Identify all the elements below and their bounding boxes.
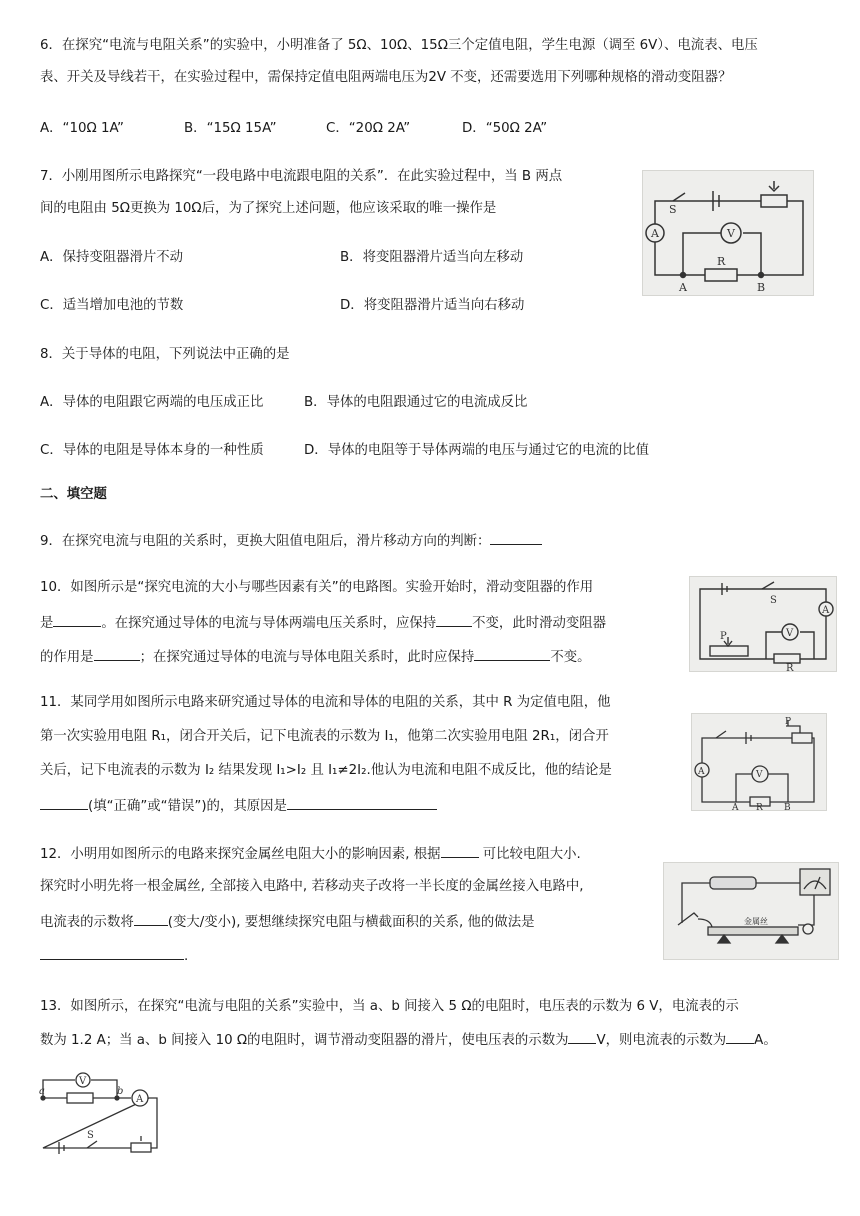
q11-blank-1[interactable] [40, 795, 88, 810]
q11-fig-point-b: B [784, 803, 791, 810]
q10-circuit-figure [689, 576, 837, 672]
q7-line1: 7．小刚用图所示电路探究“一段电路中电流跟电阻的关系”．在此实验过程中，当 B 两点 [40, 169, 563, 184]
q7-circuit-figure [642, 170, 814, 296]
q10-text: 。在探究通过导体的电流与导体两端电压关系时，应保持 [101, 616, 437, 631]
q6-option-b: B．“15Ω 15A” [184, 121, 277, 136]
q10-blank-1[interactable] [53, 612, 101, 627]
q10-blank-3[interactable] [94, 646, 140, 661]
section-fill-in-heading: 二、填空题 [40, 487, 107, 502]
q7-fig-voltmeter-label: V [727, 227, 735, 240]
q8-option-a: A．导体的电阻跟它两端的电压成正比 [40, 395, 264, 410]
q10-blank-2[interactable] [436, 612, 472, 627]
q11-circuit-figure [691, 713, 827, 811]
q11-fig-slider-label: P [785, 717, 792, 727]
q8-option-c: C．导体的电阻是导体本身的一种性质 [40, 443, 264, 458]
q8-option-d: D．导体的电阻等于导体两端的电压与通过它的电流的比值 [304, 443, 650, 458]
q10-fig-resistor-label: R [786, 663, 794, 671]
q10-blank-4[interactable] [474, 646, 550, 661]
q11-line3: 关后，记下电流表的示数为 I₂ 结果发现 I₁>I₂ 且 I₁≠2I₂.他认为电流和电阻不成反比，他的结论是 [40, 763, 612, 778]
q11-fig-point-a: A [732, 803, 739, 810]
q9-text: 9．在探究电流与电阻的关系时，更换大阻值电阻后，滑片移动方向的判断： [40, 534, 491, 549]
q7-fig-ammeter-label: A [651, 227, 659, 240]
q12-blank-2[interactable] [134, 911, 168, 926]
q6-option-a: A．“10Ω 1A” [40, 121, 124, 136]
q11-fig-ammeter-label: A [698, 767, 705, 777]
q13-blank-2[interactable] [726, 1029, 754, 1044]
q10-line1: 10．如图所示是“探究电流的大小与哪些因素有关”的电路图。实验开始时，滑动变阻器的作用 [40, 580, 594, 595]
q13-fig-point-a: a [39, 1086, 45, 1097]
q7-option-a: A．保持变阻器滑片不动 [40, 250, 184, 265]
q12-text: 电流表的示数将 [40, 915, 134, 930]
q10-text: 不变。 [550, 650, 591, 665]
q10-line2 [40, 612, 606, 634]
q10-text: 不变，此时滑动变阻器 [472, 616, 607, 631]
q12-line1 [40, 843, 581, 865]
q13-fig-ammeter-label: A [136, 1094, 144, 1105]
q8-line1: 8．关于导体的电阻，下列说法中正确的是 [40, 347, 290, 362]
q13-line2 [40, 1029, 777, 1051]
q11-line4 [40, 795, 437, 817]
q10-line3 [40, 646, 591, 668]
q13-fig-point-b: b [117, 1086, 124, 1097]
q12-text: 可比较电阻大小. [482, 847, 581, 862]
q7-option-b: B．将变阻器滑片适当向左移动 [340, 250, 524, 265]
q10-text: 是 [40, 616, 54, 631]
q10-fig-ammeter-label: A [822, 605, 830, 616]
q10-fig-slider-label: P [720, 631, 727, 642]
q12-text: . [184, 949, 189, 964]
q13-circuit-figure [37, 1072, 165, 1156]
q12-blank-3[interactable] [40, 945, 184, 960]
q7-option-c: C．适当增加电池的节数 [40, 298, 184, 313]
q13-line1: 13．如图所示，在探究“电流与电阻的关系”实验中，当 a、b 间接入 5 Ω的电阻时，电压表的示数为 6 V，电流表的示 [40, 999, 739, 1014]
q7-fig-point-a: A [679, 281, 687, 294]
q10-text: ；在探究通过导体的电流与导体电阻关系时，此时应保持 [139, 650, 475, 665]
q12-line4 [40, 945, 188, 967]
q7-option-d: D．将变阻器滑片适当向右移动 [340, 298, 525, 313]
q13-fig-switch-label: S [87, 1130, 94, 1141]
q6-option-d: D．“50Ω 2A” [462, 121, 548, 136]
q9-line1 [40, 530, 542, 552]
q12-line2: 探究时小明先将一根金属丝, 全部接入电路中, 若移动夹子改将一半长度的金属丝接入电路中, [40, 879, 584, 894]
q13-text: 数为 1.2 A；当 a、b 间接入 10 Ω的电阻时，调节滑动变阻器的滑片，使电压表的示数为 [40, 1033, 569, 1048]
q7-line2: 间的电阻由 5Ω更换为 10Ω后，为了探究上述问题，他应该采取的唯一操作是 [40, 201, 497, 216]
q6-line2: 表、开关及导线若干，在实验过程中，需保持定值电阻两端电压为2V 不变，还需要选用下列哪种规格的滑动变阻器？ [40, 70, 732, 85]
q13-fig-voltmeter-label: V [79, 1076, 87, 1087]
q13-text: V，则电流表的示数为 [596, 1033, 727, 1048]
q11-fig-voltmeter-label: V [756, 770, 763, 780]
q6-line1: 6．在探究“电流与电阻关系”的实验中，小明准备了 5Ω、10Ω、15Ω三个定值电阻，学生电源（调至 6V）、电流表、电压 [40, 38, 758, 53]
q9-answer-blank[interactable] [490, 530, 542, 545]
q12-apparatus-figure [663, 862, 839, 960]
q7-fig-point-b: B [757, 281, 766, 294]
q11-line1: 11．某同学用如图所示电路来研究通过导体的电流和导体的电阻的关系，其中 R 为定值电阻，他 [40, 695, 611, 710]
q12-fig-wire-label: 金属丝 [744, 917, 768, 926]
q6-option-c: C．“20Ω 2A” [326, 121, 411, 136]
q7-fig-switch-label: S [669, 203, 677, 216]
q13-blank-1[interactable] [568, 1029, 596, 1044]
q12-text: (变大/变小), 要想继续探究电阻与横截面积的关系, 他的做法是 [167, 915, 535, 930]
q10-text: 的作用是 [40, 650, 94, 665]
q12-text: 12．小明用如图所示的电路来探究金属丝电阻大小的影响因素, 根据 [40, 847, 441, 862]
q12-blank-1[interactable] [441, 843, 479, 858]
q11-blank-2[interactable] [287, 795, 437, 810]
q11-fig-resistor-label: R [756, 803, 763, 810]
q10-fig-voltmeter-label: V [786, 628, 794, 639]
q7-fig-resistor-label: R [717, 255, 726, 268]
q8-option-b: B．导体的电阻跟通过它的电流成反比 [304, 395, 528, 410]
q12-line3 [40, 911, 534, 933]
q13-text: A。 [754, 1033, 777, 1048]
q11-line2: 第一次实验用电阻 R₁，闭合开关后，记下电流表的示数为 I₁，他第二次实验用电阻 2R₁，闭合开 [40, 729, 609, 744]
q11-text: (填“正确”或“错误”)的，其原因是 [88, 799, 287, 814]
q10-fig-switch-label: S [770, 595, 777, 606]
